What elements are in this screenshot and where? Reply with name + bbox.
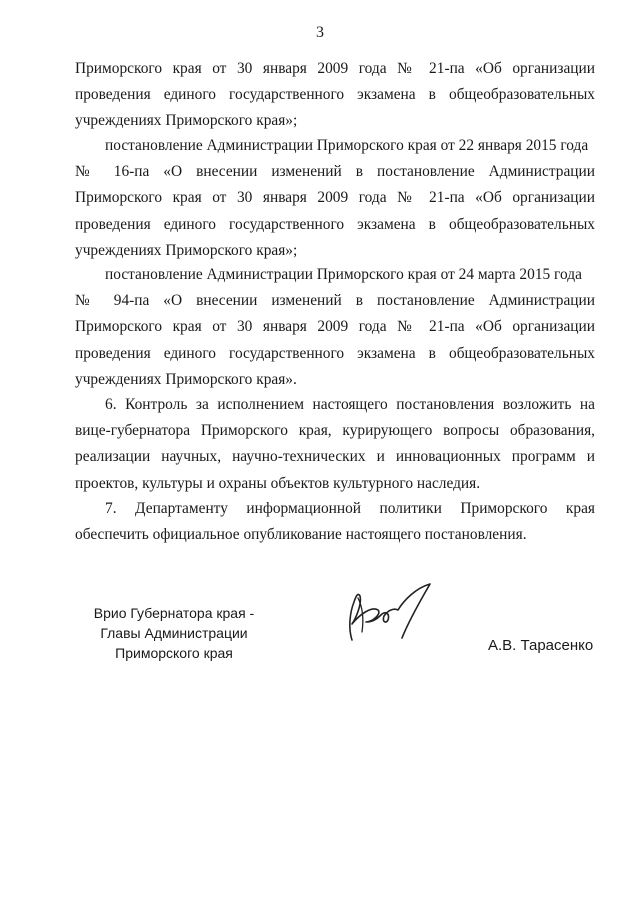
paragraph-text: 7. Департаменту информационной политики Приморского края обеспечить официальное опубликование настоящего постановления. [75,500,595,544]
signatory-position [78,603,270,663]
paragraph-line: Приморского края от 30 января 2009 года № 21-па «Об организации проведения единого государственного экзамена в общеобразовательных учреждениях Приморского края». [75,318,595,388]
paragraph-line: постановление Администрации Приморского края от 22 января 2015 года [105,137,589,154]
handwritten-signature [338,578,448,648]
signer-name: А.В. Тарасенко [488,637,594,654]
page-number: 3 [316,24,324,41]
paragraph-line: Приморского края от 30 января 2009 года № 21-па «Об организации проведения единого государственного экзамена в общеобразовательных учреждениях Приморского края»; [75,189,595,259]
paragraph-item-6 [75,392,595,497]
paragraph-item-7 [75,496,595,548]
paragraph-continuation [75,56,595,135]
paragraph-text: Приморского края от 30 января 2009 года № 21-па «Об организации проведения единого государственного экзамена в общеобразовательных учреждениях Приморского края»; [75,60,595,130]
position-line: Врио Губернатора края - [93,605,255,621]
paragraph-text: 6. Контроль за исполнением настоящего постановления возложить на вице-губернатора Приморского края, курирующего вопросы образования, реализации научных, научно-технических и инновационных программ и проектов, культуры и охраны объектов культурного наследия. [75,396,595,492]
position-line: Приморского края [115,645,233,661]
paragraph-line: постановление Администрации Приморского края от 24 марта 2015 года [105,266,582,283]
paragraph-amendment-2015-01 [75,133,595,264]
paragraph-line: № 94-па «О внесении изменений в постановление Администрации [75,292,595,310]
position-line: Главы Администрации [100,625,248,641]
paragraph-line: № 16-па «О внесении изменений в постановление Администрации [75,163,595,181]
paragraph-amendment-2015-03 [75,262,595,393]
